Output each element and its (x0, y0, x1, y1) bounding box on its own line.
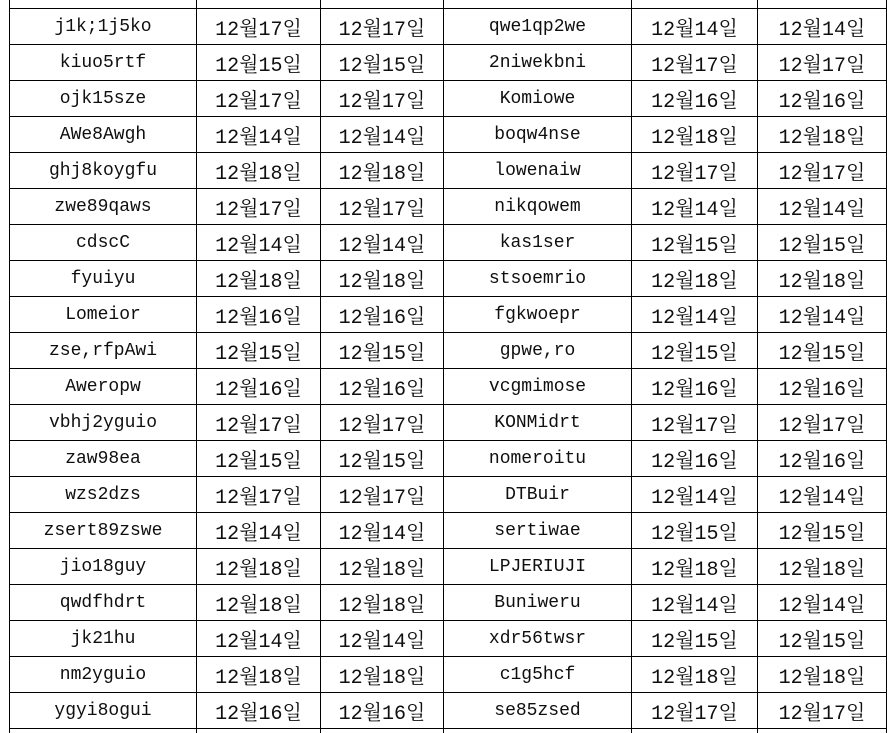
date-cell[interactable]: 12월17일 (758, 153, 887, 189)
name-cell[interactable]: Komiowe (444, 81, 632, 117)
date-cell[interactable]: 12월17일 (632, 693, 758, 729)
name-cell[interactable]: ghj8koygfu (10, 153, 197, 189)
date-cell[interactable]: 12월16일 (632, 441, 758, 477)
date-cell[interactable] (758, 729, 887, 733)
partial-row (10, 729, 887, 733)
date-cell[interactable]: 12월17일 (321, 405, 444, 441)
date-cell[interactable]: 12월18일 (632, 657, 758, 693)
date-cell[interactable]: 12월14일 (758, 585, 887, 621)
table-row (10, 225, 887, 261)
name-cell[interactable]: sertiwae (444, 513, 632, 549)
date-cell[interactable]: 12월18일 (758, 261, 887, 297)
date-cell[interactable]: 12월18일 (197, 153, 321, 189)
table-row (10, 153, 887, 189)
name-cell[interactable]: ygyi8ogui (10, 693, 197, 729)
date-cell[interactable]: 12월16일 (758, 369, 887, 405)
name-cell[interactable]: 2niwekbni (444, 45, 632, 81)
date-cell[interactable]: 12월15일 (758, 225, 887, 261)
date-cell[interactable]: 12월14일 (632, 189, 758, 225)
name-cell[interactable]: Buniweru (444, 585, 632, 621)
name-cell[interactable]: nikqowem (444, 189, 632, 225)
date-cell[interactable]: 12월14일 (758, 189, 887, 225)
date-cell[interactable]: 12월14일 (758, 9, 887, 45)
table-body (10, 0, 887, 733)
name-cell[interactable]: jk21hu (10, 621, 197, 657)
date-cell[interactable]: 12월14일 (197, 225, 321, 261)
name-cell[interactable]: zwe89qaws (10, 189, 197, 225)
data-table (9, 0, 887, 733)
date-cell[interactable]: 12월14일 (197, 621, 321, 657)
date-cell[interactable]: 12월16일 (758, 81, 887, 117)
date-cell[interactable]: 12월18일 (758, 117, 887, 153)
table-row (10, 405, 887, 441)
date-cell[interactable]: 12월15일 (321, 441, 444, 477)
date-cell[interactable]: 12월18일 (321, 153, 444, 189)
name-cell[interactable]: zse,rfpAwi (10, 333, 197, 369)
name-cell[interactable]: j1k;1j5ko (10, 9, 197, 45)
name-cell[interactable]: ojk15sze (10, 81, 197, 117)
table-row (10, 81, 887, 117)
date-cell[interactable]: 12월16일 (632, 369, 758, 405)
table-row (10, 9, 887, 45)
name-cell[interactable] (444, 0, 632, 9)
date-cell[interactable]: 12월16일 (321, 369, 444, 405)
date-cell[interactable]: 12월17일 (321, 9, 444, 45)
date-cell[interactable]: 12월18일 (197, 261, 321, 297)
date-cell[interactable]: 12월15일 (197, 333, 321, 369)
date-cell[interactable]: 12월17일 (632, 45, 758, 81)
name-cell[interactable]: gpwe,ro (444, 333, 632, 369)
date-cell[interactable]: 12월18일 (632, 261, 758, 297)
name-cell[interactable]: kas1ser (444, 225, 632, 261)
name-cell[interactable]: wzs2dzs (10, 477, 197, 513)
date-cell[interactable]: 12월17일 (758, 693, 887, 729)
name-cell[interactable]: fgkwoepr (444, 297, 632, 333)
date-cell[interactable]: 12월17일 (197, 9, 321, 45)
date-cell[interactable]: 12월16일 (197, 693, 321, 729)
date-cell[interactable]: 12월18일 (321, 261, 444, 297)
date-cell[interactable]: 12월18일 (197, 549, 321, 585)
date-cell[interactable]: 12월17일 (197, 81, 321, 117)
date-cell[interactable]: 12월14일 (321, 621, 444, 657)
date-cell[interactable]: 12월18일 (758, 549, 887, 585)
date-cell[interactable]: 12월14일 (758, 297, 887, 333)
date-cell[interactable]: 12월17일 (321, 81, 444, 117)
date-cell[interactable]: 12월17일 (758, 405, 887, 441)
date-cell[interactable]: 12월16일 (321, 297, 444, 333)
date-cell[interactable] (632, 729, 758, 733)
table-row (10, 189, 887, 225)
date-cell[interactable]: 12월15일 (321, 45, 444, 81)
name-cell[interactable]: LPJERIUJI (444, 549, 632, 585)
date-cell[interactable]: 12월17일 (632, 153, 758, 189)
name-cell[interactable]: kiuo5rtf (10, 45, 197, 81)
date-cell[interactable]: 12월18일 (321, 585, 444, 621)
date-cell[interactable]: 12월14일 (758, 477, 887, 513)
name-cell[interactable]: xdr56twsr (444, 621, 632, 657)
table-row (10, 441, 887, 477)
name-cell[interactable]: DTBuir (444, 477, 632, 513)
name-cell[interactable]: nm2yguio (10, 657, 197, 693)
partial-row (10, 0, 887, 9)
name-cell[interactable]: vcgmimose (444, 369, 632, 405)
date-cell[interactable]: 12월17일 (197, 477, 321, 513)
table-row (10, 117, 887, 153)
table-row (10, 621, 887, 657)
table-row (10, 297, 887, 333)
date-cell[interactable]: 12월18일 (197, 585, 321, 621)
date-cell[interactable] (197, 729, 321, 733)
date-cell[interactable]: 12월14일 (632, 9, 758, 45)
table-row (10, 477, 887, 513)
name-cell[interactable]: zaw98ea (10, 441, 197, 477)
date-cell[interactable]: 12월18일 (321, 549, 444, 585)
date-cell[interactable]: 12월18일 (197, 657, 321, 693)
date-cell[interactable]: 12월15일 (632, 225, 758, 261)
date-cell[interactable]: 12월14일 (632, 477, 758, 513)
date-cell[interactable]: 12월14일 (321, 225, 444, 261)
date-cell[interactable]: 12월15일 (197, 441, 321, 477)
table-row (10, 333, 887, 369)
date-cell[interactable] (632, 0, 758, 9)
date-cell[interactable]: 12월18일 (321, 657, 444, 693)
table-row (10, 261, 887, 297)
table-row (10, 369, 887, 405)
table-row (10, 45, 887, 81)
date-cell[interactable]: 12월14일 (632, 585, 758, 621)
date-cell[interactable]: 12월15일 (632, 333, 758, 369)
date-cell[interactable]: 12월17일 (197, 405, 321, 441)
table-row (10, 513, 887, 549)
name-cell[interactable]: Aweropw (10, 369, 197, 405)
name-cell[interactable]: cdscC (10, 225, 197, 261)
date-cell[interactable]: 12월17일 (758, 45, 887, 81)
date-cell[interactable]: 12월17일 (197, 189, 321, 225)
date-cell[interactable]: 12월14일 (197, 513, 321, 549)
date-cell[interactable] (758, 0, 887, 9)
date-cell[interactable]: 12월18일 (632, 117, 758, 153)
table-row (10, 657, 887, 693)
date-cell[interactable]: 12월16일 (197, 369, 321, 405)
table-row (10, 549, 887, 585)
name-cell[interactable]: qwe1qp2we (444, 9, 632, 45)
date-cell[interactable]: 12월17일 (321, 477, 444, 513)
table-row (10, 693, 887, 729)
date-cell[interactable]: 12월16일 (632, 81, 758, 117)
date-cell[interactable]: 12월16일 (758, 441, 887, 477)
name-cell[interactable]: jio18guy (10, 549, 197, 585)
name-cell[interactable] (10, 0, 197, 9)
date-cell[interactable]: 12월14일 (632, 297, 758, 333)
date-cell[interactable]: 12월14일 (321, 117, 444, 153)
date-cell[interactable]: 12월14일 (321, 513, 444, 549)
date-cell[interactable]: 12월15일 (758, 513, 887, 549)
date-cell[interactable]: 12월14일 (197, 117, 321, 153)
date-cell[interactable]: 12월16일 (321, 693, 444, 729)
name-cell[interactable]: lowenaiw (444, 153, 632, 189)
date-cell[interactable]: 12월18일 (632, 549, 758, 585)
table-row (10, 585, 887, 621)
name-cell[interactable]: stsoemrio (444, 261, 632, 297)
date-cell[interactable]: 12월15일 (632, 621, 758, 657)
name-cell[interactable]: AWe8Awgh (10, 117, 197, 153)
name-cell[interactable]: fyuiyu (10, 261, 197, 297)
name-cell[interactable]: vbhj2yguio (10, 405, 197, 441)
date-cell[interactable] (197, 0, 321, 9)
name-cell[interactable] (444, 729, 632, 733)
date-cell[interactable]: 12월17일 (321, 189, 444, 225)
date-cell[interactable] (321, 729, 444, 733)
name-cell[interactable]: c1g5hcf (444, 657, 632, 693)
date-cell[interactable]: 12월15일 (321, 333, 444, 369)
date-cell[interactable]: 12월15일 (758, 621, 887, 657)
date-cell[interactable]: 12월18일 (758, 657, 887, 693)
date-cell[interactable]: 12월15일 (197, 45, 321, 81)
name-cell[interactable]: KONMidrt (444, 405, 632, 441)
date-cell[interactable]: 12월15일 (758, 333, 887, 369)
name-cell[interactable] (10, 729, 197, 733)
date-cell[interactable]: 12월17일 (632, 405, 758, 441)
name-cell[interactable]: qwdfhdrt (10, 585, 197, 621)
name-cell[interactable]: zsert89zswe (10, 513, 197, 549)
date-cell[interactable]: 12월16일 (197, 297, 321, 333)
name-cell[interactable]: boqw4nse (444, 117, 632, 153)
name-cell[interactable]: nomeroitu (444, 441, 632, 477)
date-cell[interactable]: 12월15일 (632, 513, 758, 549)
name-cell[interactable]: se85zsed (444, 693, 632, 729)
name-cell[interactable]: Lomeior (10, 297, 197, 333)
date-cell[interactable] (321, 0, 444, 9)
